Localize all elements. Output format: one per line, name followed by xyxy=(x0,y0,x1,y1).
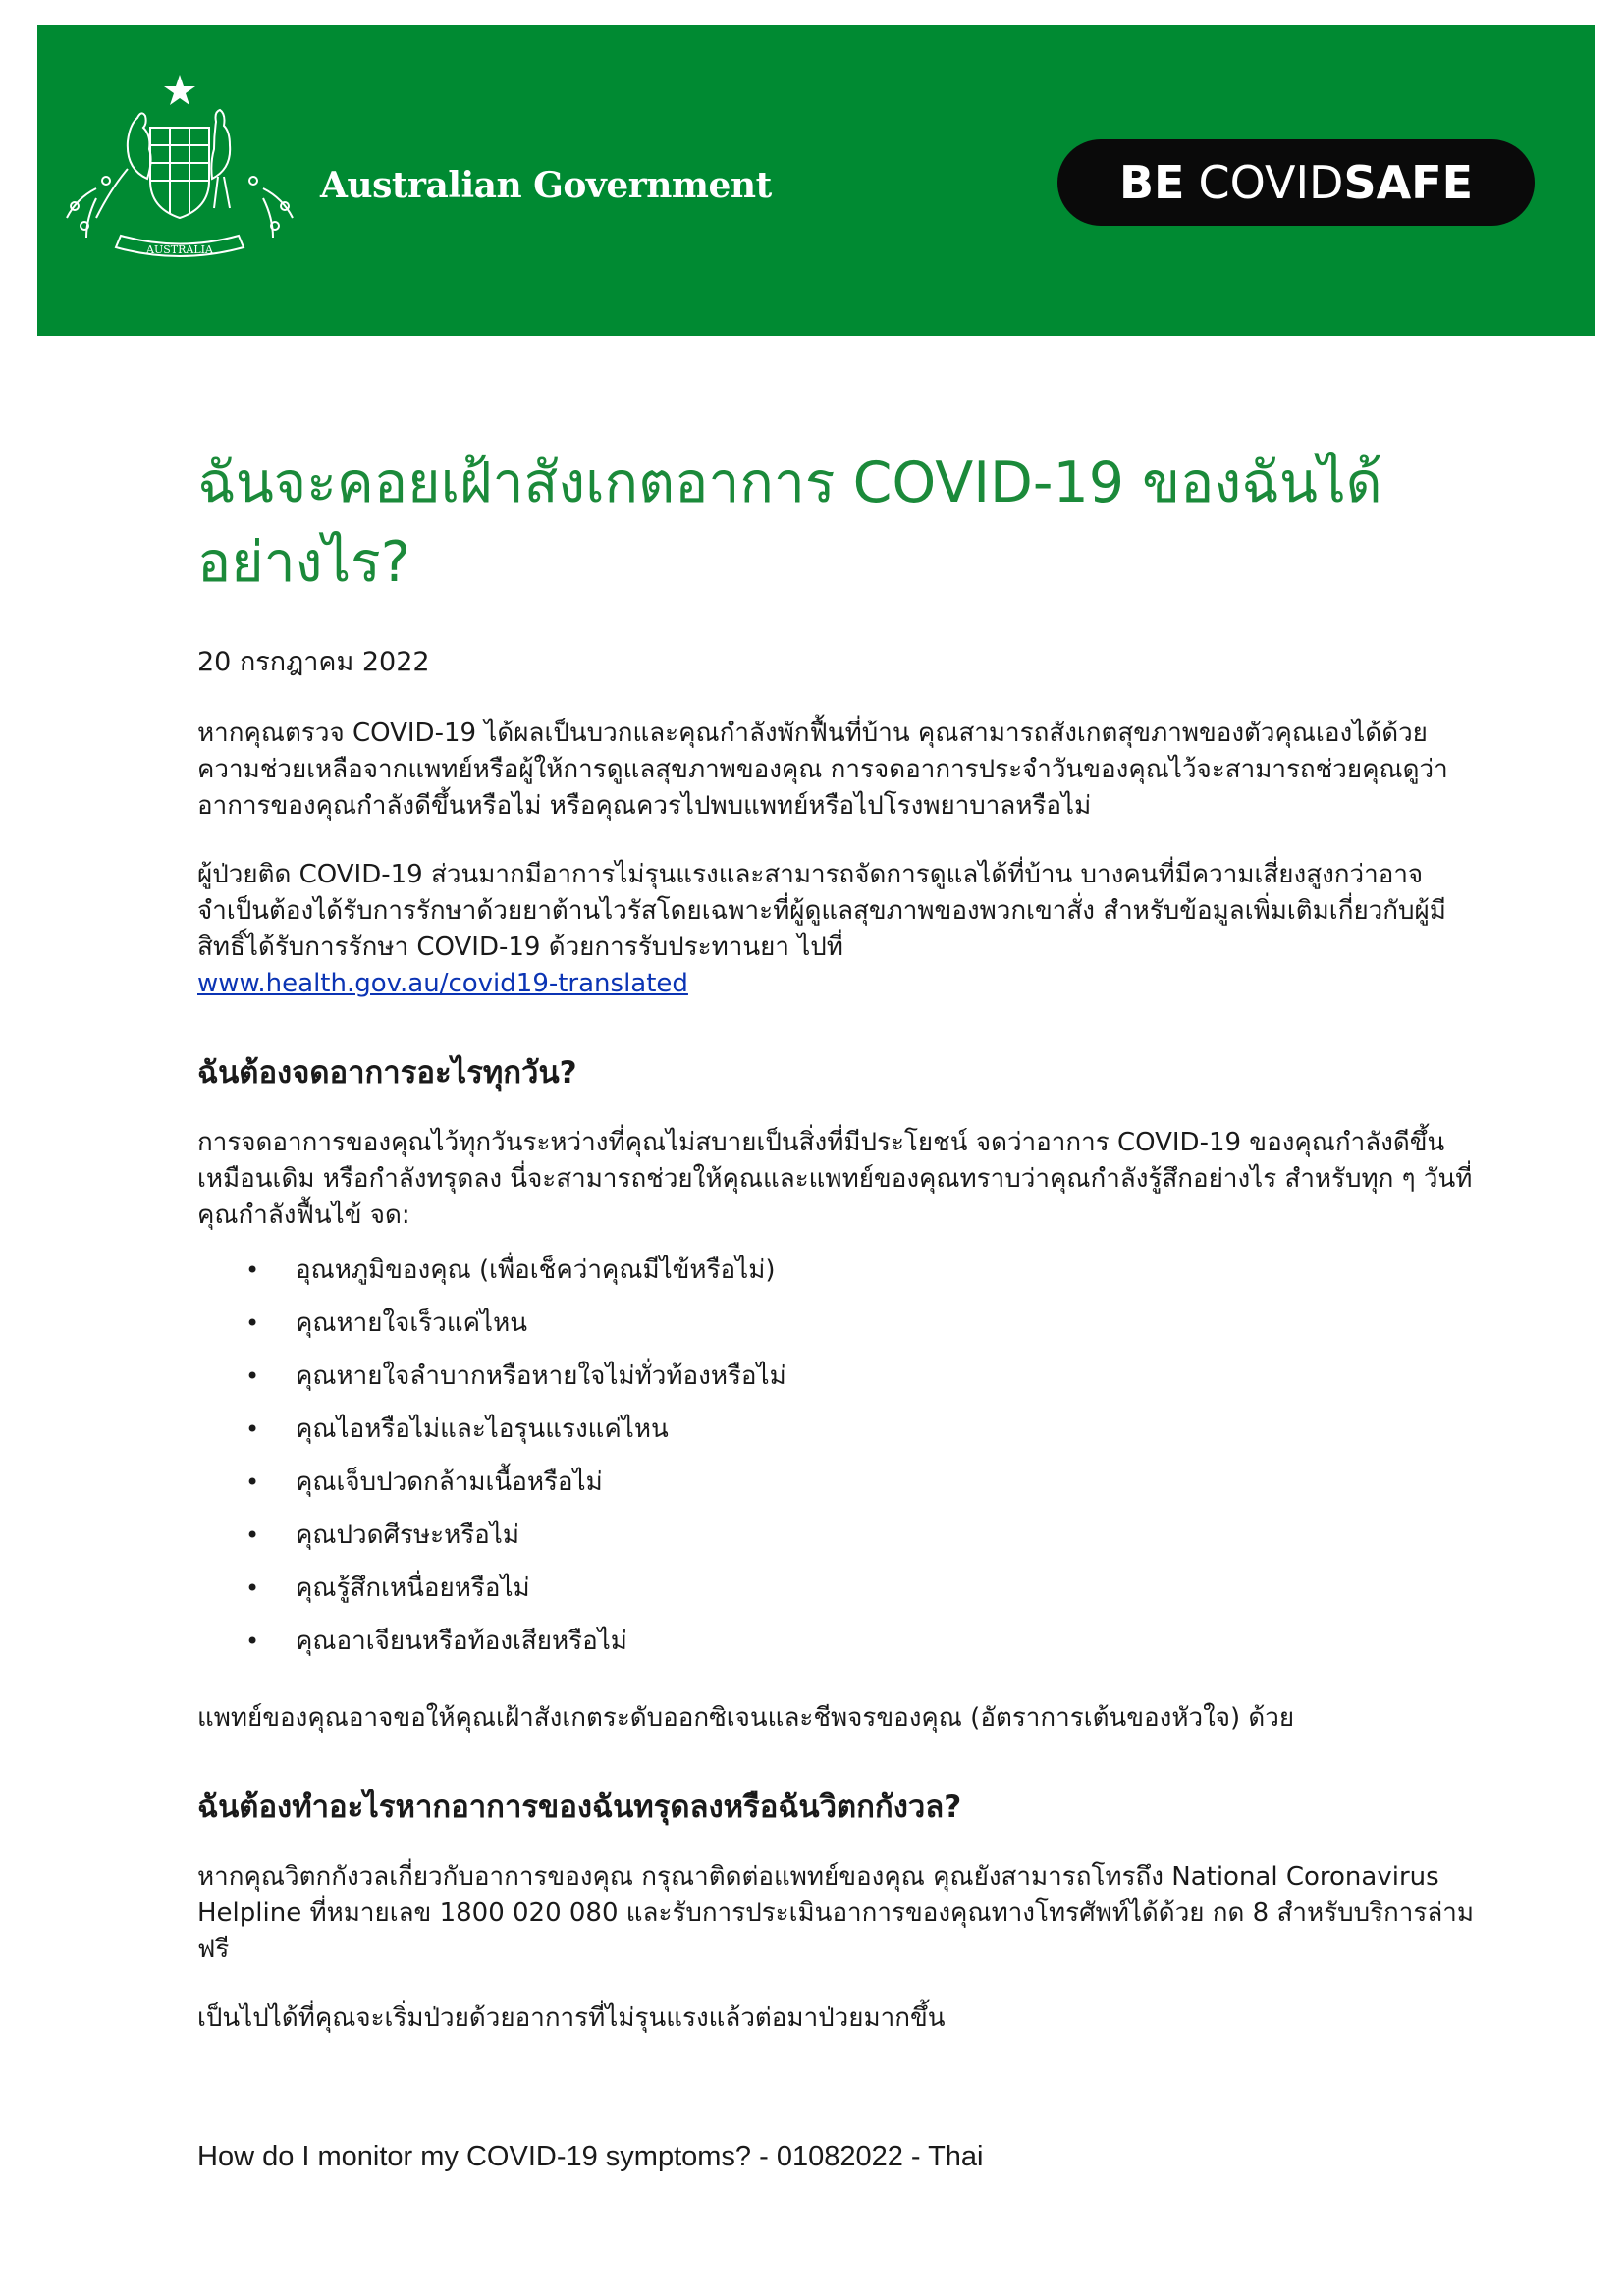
list-item: • คุณเจ็บปวดกล้ามเนื้อหรือไม่ xyxy=(197,1456,1474,1509)
symptom-list xyxy=(197,1244,1474,1668)
document-footer: How do I monitor my COVID-19 symptoms? - 01082022 - Thai xyxy=(197,2141,984,2172)
intro-paragraph-2-text: ผู้ป่วยติด COVID-19 ส่วนมากมีอาการไม่รุนแรงและสามารถจัดการดูแลได้ที่บ้าน บางคนที่มีความเสี่ยงสูงกว่าอาจจำเป็นต้องได้รับการรักษาด้วยยาต้านไวรัสโดยเฉพาะที่ผู้ดูแลสุขภาพของพวกเขาสั่ง สำหรับข้อมูลเพิ่มเติมเกี่ยวกับผู้มีสิทธิ์ได้รับการรักษา COVID-19 ด้วยการรับประทานยา ไปที่ xyxy=(197,860,1446,962)
badge-be: BE xyxy=(1118,156,1185,209)
intro-paragraph-2 xyxy=(197,857,1474,1002)
section-heading-daily-symptoms: ฉันต้องจดอาการอะไรทุกวัน? xyxy=(197,1055,577,1091)
section-heading-worse-symptoms: ฉันต้องทำอะไรหากอาการของฉันทรุดลงหรือฉันวิตกกังวล? xyxy=(197,1789,962,1825)
page-title: ฉันจะคอยเฝ้าสังเกตอาการ COVID-19 ของฉันได้อย่างไร? xyxy=(197,451,1382,595)
health-website-link[interactable]: www.health.gov.au/covid19-translated xyxy=(197,969,688,998)
illness-progression-paragraph: เป็นไปได้ที่คุณจะเริ่มป่วยด้วยอาการที่ไม่รุนแรงแล้วต่อมาป่วยมากขึ้น xyxy=(197,2003,946,2033)
oxygen-monitoring-paragraph: แพทย์ของคุณอาจขอให้คุณเฝ้าสังเกตระดับออกซิเจนและชีพจรของคุณ (อัตราการเต้นของหัวใจ) ด้วย xyxy=(197,1703,1295,1733)
daily-symptoms-paragraph: การจดอาการของคุณไว้ทุกวันระหว่างที่คุณไม่สบายเป็นสิ่งที่มีประโยชน์ จดว่าอาการ COVID-19 ของคุณกำลังดีขึ้น เหมือนเดิม หรือกำลังทรุดลง นี่จะสามารถช่วยให้คุณและแพทย์ของคุณทราบว่าคุณกำลังรู้สึกอย่างไร สำหรับทุก ๆ วันที่คุณกำลังฟื้นไข้ จด: xyxy=(197,1128,1473,1230)
badge-covid: COVID xyxy=(1198,156,1344,209)
intro-paragraph-1: หากคุณตรวจ COVID-19 ได้ผลเป็นบวกและคุณกำลังพักฟื้นที่บ้าน คุณสามารถสังเกตสุขภาพของตัวคุณเองได้ด้วยความช่วยเหลือจากแพทย์หรือผู้ให้การดูแลสุขภาพของคุณ การจดอาการประจำวันของคุณไว้จะสามารถช่วยคุณดูว่าอาการของคุณกำลังดีขึ้นหรือไม่ หรือคุณควรไปพบแพทย์หรือไปโรงพยาบาลหรือไม่ xyxy=(197,719,1448,821)
list-item: • คุณหายใจเร็วแค่ไหน xyxy=(197,1297,1474,1350)
list-item: • คุณไอหรือไม่และไอรุนแรงแค่ไหน xyxy=(197,1403,1474,1456)
government-name: Australian Government xyxy=(320,165,772,206)
crest-ribbon-text: AUSTRALIA xyxy=(146,243,213,256)
badge-safe: SAFE xyxy=(1343,156,1474,209)
coat-of-arms-icon xyxy=(57,71,302,267)
list-item: • คุณปวดศีรษะหรือไม่ xyxy=(197,1509,1474,1562)
header-banner xyxy=(37,25,1595,336)
list-item: • อุณหภูมิของคุณ (เพื่อเช็คว่าคุณมีไข้หรือไม่) xyxy=(197,1244,1474,1297)
helpline-paragraph: หากคุณวิตกกังวลเกี่ยวกับอาการของคุณ กรุณาติดต่อแพทย์ของคุณ คุณยังสามารถโทรถึง National Coronavirus Helpline ที่หมายเลข 1800 020 080 และรับการประเมินอาการของคุณทางโทรศัพท์ได้ด้วย กด 8 สำหรับบริการล่ามฟรี xyxy=(197,1862,1475,1964)
main-content xyxy=(197,444,1474,2037)
list-item: • คุณรู้สึกเหนื่อยหรือไม่ xyxy=(197,1562,1474,1615)
list-item: • คุณอาเจียนหรือท้องเสียหรือไม่ xyxy=(197,1615,1474,1668)
publication-date: 20 กรกฎาคม 2022 xyxy=(197,647,430,677)
be-covidsafe-badge xyxy=(1057,139,1535,226)
list-item: • คุณหายใจลำบากหรือหายใจไม่ทั่วท้องหรือไม่ xyxy=(197,1350,1474,1403)
